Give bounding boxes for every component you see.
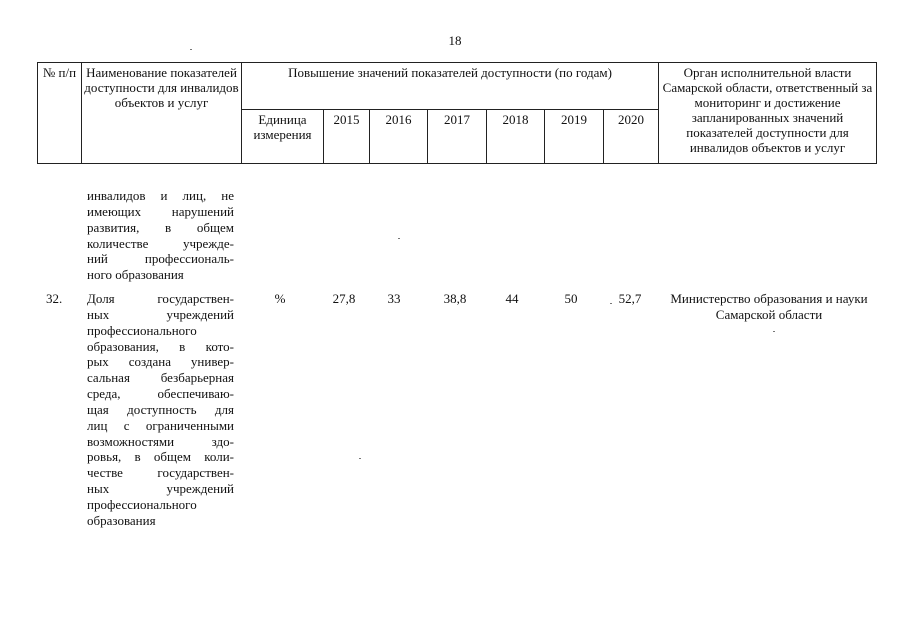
continuation-line: ного образования <box>87 267 184 283</box>
header-organ: Орган исполнительной власти Самарской области, ответственный за мониторинг и достижение запланированных значений показателей доступности для инвалидов объектов и услуг <box>659 63 877 164</box>
page-number: 18 <box>448 33 462 48</box>
continuation-line: развития, в общем <box>87 219 234 235</box>
indicator-line: профессионального <box>87 496 197 512</box>
continuation-text <box>87 188 234 283</box>
continuation-line: инвалидов и лиц, не <box>87 188 234 203</box>
continuation-line: количестве учрежде- <box>87 235 234 251</box>
row-unit: % <box>274 291 286 306</box>
scan-speck <box>398 238 400 239</box>
header-year-2020: 2020 <box>604 110 659 164</box>
header-years-group: Повышение значений показателей доступности (по годам) <box>242 63 659 110</box>
indicator-line: ных учреждений <box>87 481 234 497</box>
header-year-2019: 2019 <box>545 110 604 164</box>
indicator-line: лиц с ограниченными <box>87 417 234 433</box>
scan-speck <box>359 458 361 459</box>
header-year-2018: 2018 <box>487 110 545 164</box>
indicator-line: среда, обеспечиваю- <box>87 386 234 402</box>
value-2019: 50 <box>564 291 578 306</box>
indicator-line: возможностями здо- <box>87 433 234 449</box>
header-year-2015: 2015 <box>324 110 370 164</box>
value-2020: 52,7 <box>618 291 642 306</box>
indicator-line: образования, в кото- <box>87 338 234 354</box>
indicator-line: профессионального <box>87 322 197 338</box>
indicator-line: Доля государствен- <box>87 291 234 306</box>
indicator-line: образования <box>87 512 156 528</box>
indicator-line: ных учреждений <box>87 306 234 322</box>
row-number: 32. <box>46 291 63 306</box>
indicator-line: сальная безбарьерная <box>87 370 234 386</box>
responsible-organ: Министерство образования и науки Самарской области <box>670 291 868 322</box>
value-2018: 44 <box>505 291 519 306</box>
table-header <box>37 62 877 164</box>
header-indicator-name: Наименование показателей доступности для инвалидов объектов и услуг <box>82 63 242 164</box>
value-2015: 27,8 <box>332 291 356 306</box>
indicator-line: ровья, в общем коли- <box>87 449 234 465</box>
indicator-line: рых создана универ- <box>87 354 234 370</box>
header-unit: Единица измерения <box>242 110 324 164</box>
indicator-line: честве государствен- <box>87 465 234 481</box>
value-2017: 38,8 <box>443 291 467 306</box>
scan-speck <box>190 49 192 50</box>
indicator-text <box>87 291 234 529</box>
value-2016: 33 <box>387 291 401 306</box>
continuation-line: ний профессиональ- <box>87 251 234 267</box>
indicator-line: щая доступность для <box>87 401 234 417</box>
header-num: № п/п <box>38 63 82 164</box>
header-year-2016: 2016 <box>370 110 428 164</box>
continuation-line: имеющих нарушений <box>87 203 234 219</box>
scan-speck <box>610 303 612 304</box>
scan-speck <box>773 331 775 332</box>
header-year-2017: 2017 <box>428 110 487 164</box>
